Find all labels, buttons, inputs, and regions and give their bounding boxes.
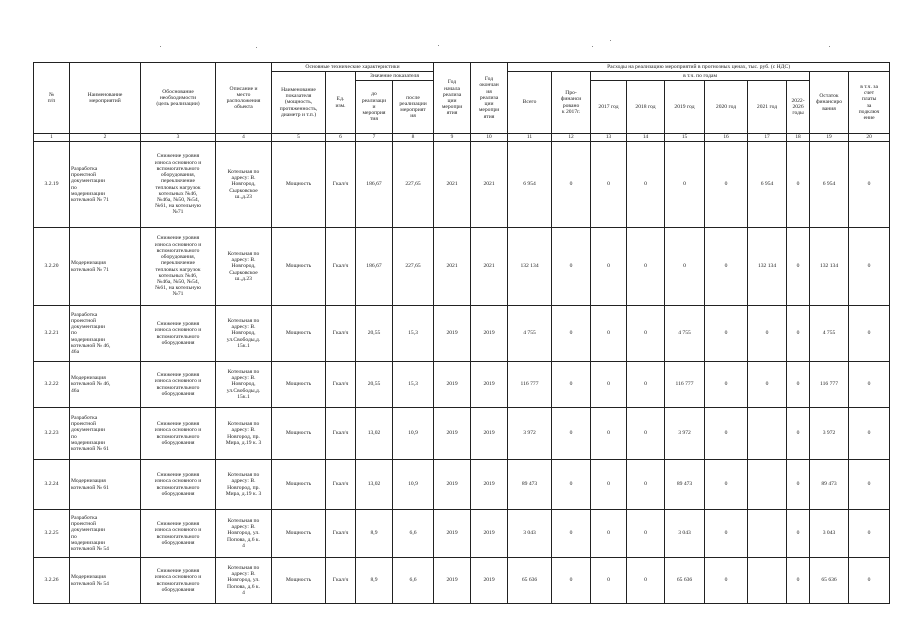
cost-2017: 0 — [591, 558, 627, 604]
start-year: 2019 — [434, 460, 471, 510]
header-main-tech: Основные технические характеристики — [272, 63, 434, 72]
column-number: 19 — [810, 134, 849, 142]
cost-2019: 3 972 — [665, 408, 705, 460]
cost-2020: 0 — [705, 142, 748, 228]
row-number: 3.2.25 — [34, 510, 70, 558]
connection-fee: 0 — [849, 228, 890, 306]
cost-2019: 3 043 — [665, 510, 705, 558]
cost-2019: 0 — [665, 228, 705, 306]
unit: Гкал/ч — [326, 142, 356, 228]
header-before: до реализаци и мероприя тия — [356, 81, 393, 134]
measure-name: Разработка проектной документации по модернизации котельной № 54 — [70, 510, 141, 558]
table-header — [34, 63, 890, 142]
cost-2018: 0 — [627, 558, 665, 604]
cost-2021: 132 134 — [748, 228, 787, 306]
header-unit: Ед. изм. — [326, 72, 356, 134]
cost-2019: 0 — [665, 142, 705, 228]
remaining-financing: 132 134 — [810, 228, 849, 306]
cost-2022-2026: 0 — [787, 460, 810, 510]
cost-2017: 0 — [591, 510, 627, 558]
end-year: 2019 — [471, 362, 508, 408]
start-year: 2021 — [434, 228, 471, 306]
value-before: 20,55 — [356, 306, 393, 362]
value-after: 15,3 — [393, 306, 434, 362]
cost-2022-2026: 0 — [787, 362, 810, 408]
end-year: 2021 — [471, 228, 508, 306]
total-cost: 89 473 — [508, 460, 552, 510]
end-year: 2019 — [471, 510, 508, 558]
column-number: 5 — [272, 134, 326, 142]
remaining-financing: 3 043 — [810, 510, 849, 558]
connection-fee: 0 — [849, 142, 890, 228]
value-before: 186,67 — [356, 228, 393, 306]
cost-2022-2026: 0 — [787, 408, 810, 460]
column-numbers-row — [34, 134, 890, 142]
value-before: 20,55 — [356, 362, 393, 408]
financed-2017: 0 — [552, 408, 591, 460]
justification: Снижение уровня износа основного и вспомогательного оборудования, переключение тепловых нагрузок котельных №46, №46а, №50, №54, №61, на котельную №71 — [141, 228, 216, 306]
start-year: 2021 — [434, 142, 471, 228]
cost-2018: 0 — [627, 362, 665, 408]
header-name: Наименование мероприятий — [70, 63, 141, 134]
cost-2017: 0 — [591, 228, 627, 306]
cost-2022-2026: 0 — [787, 306, 810, 362]
value-before: 13,02 — [356, 460, 393, 510]
connection-fee: 0 — [849, 408, 890, 460]
cost-2018: 0 — [627, 510, 665, 558]
document-sheet — [33, 62, 889, 604]
header-expenses: Расходы на реализацию мероприятий в прогнозных ценах, тыс. руб. (с НДС) — [508, 63, 890, 72]
measure-name: Модернизация котельной № 46, 46а — [70, 362, 141, 408]
column-number: 10 — [471, 134, 508, 142]
total-cost: 6 954 — [508, 142, 552, 228]
column-number: 1 — [34, 134, 70, 142]
table-row — [34, 460, 890, 510]
value-before: 13,02 — [356, 408, 393, 460]
table-row — [34, 408, 890, 460]
connection-fee: 0 — [849, 510, 890, 558]
indicator-name: Мощность — [272, 306, 326, 362]
table-row — [34, 228, 890, 306]
connection-fee: 0 — [849, 362, 890, 408]
value-before: 8,9 — [356, 510, 393, 558]
object-location: Котельная по адресу: В. Новгород, пр. Мира, д.19 к. 3 — [216, 408, 272, 460]
column-number: 13 — [591, 134, 627, 142]
cost-2018: 0 — [627, 460, 665, 510]
connection-fee: 0 — [849, 558, 890, 604]
header-indicator-name: Наименование показателя (мощность, протяженность, диаметр и т.п.) — [272, 72, 326, 134]
cost-2022-2026: 0 — [787, 228, 810, 306]
table-row — [34, 306, 890, 362]
justification: Снижение уровня износа основного и вспомогательного оборудования — [141, 306, 216, 362]
financed-2017: 0 — [552, 558, 591, 604]
end-year: 2019 — [471, 408, 508, 460]
value-after: 6,6 — [393, 558, 434, 604]
column-number: 12 — [552, 134, 591, 142]
header-num: № п/п — [34, 63, 70, 134]
measure-name: Модернизация котельной № 71 — [70, 228, 141, 306]
header-after: после реализации мероприят ия — [393, 81, 434, 134]
cost-2021: 0 — [748, 362, 787, 408]
cost-2020: 0 — [705, 362, 748, 408]
start-year: 2019 — [434, 306, 471, 362]
total-cost: 65 636 — [508, 558, 552, 604]
remaining-financing: 116 777 — [810, 362, 849, 408]
cost-2021 — [748, 558, 787, 604]
remaining-financing: 65 636 — [810, 558, 849, 604]
header-2021: 2021 год — [748, 81, 787, 134]
header-start-year: Год начала реализа ции меропри ятия — [434, 63, 471, 134]
value-after: 6,6 — [393, 510, 434, 558]
measure-name: Разработка проектной документации по модернизации котельной № 61 — [70, 408, 141, 460]
object-location: Котельная по адресу: В. Новгород, Сырковское ш.,д.23 — [216, 228, 272, 306]
unit: Гкал/ч — [326, 460, 356, 510]
indicator-name: Мощность — [272, 362, 326, 408]
end-year: 2019 — [471, 460, 508, 510]
cost-2022-2026: 0 — [787, 510, 810, 558]
row-number: 3.2.26 — [34, 558, 70, 604]
indicator-name: Мощность — [272, 460, 326, 510]
object-location: Котельная по адресу: В. Новгород, ул.Свободы,д. 15к.1 — [216, 306, 272, 362]
cost-2021 — [748, 460, 787, 510]
indicator-name: Мощность — [272, 510, 326, 558]
column-number: 11 — [508, 134, 552, 142]
column-number: 3 — [141, 134, 216, 142]
total-cost: 132 134 — [508, 228, 552, 306]
unit: Гкал/ч — [326, 408, 356, 460]
start-year: 2019 — [434, 510, 471, 558]
unit: Гкал/ч — [326, 510, 356, 558]
object-location: Котельная по адресу: В. Новгород, пр. Мира, д.19 к. 3 — [216, 460, 272, 510]
cost-2018: 0 — [627, 228, 665, 306]
header-total: Всего — [508, 72, 552, 134]
connection-fee: 0 — [849, 306, 890, 362]
end-year: 2021 — [471, 142, 508, 228]
financed-2017: 0 — [552, 306, 591, 362]
cost-2017: 0 — [591, 460, 627, 510]
value-after: 227,65 — [393, 142, 434, 228]
column-number: 4 — [216, 134, 272, 142]
justification: Снижение уровня износа основного и вспомогательного оборудования — [141, 460, 216, 510]
cost-2020: 0 — [705, 408, 748, 460]
cost-2020: 0 — [705, 306, 748, 362]
cost-2022-2026: 0 — [787, 142, 810, 228]
column-number: 8 — [393, 134, 434, 142]
cost-2020: 0 — [705, 228, 748, 306]
table-row — [34, 142, 890, 228]
value-after: 227,65 — [393, 228, 434, 306]
object-location: Котельная по адресу: В. Новгород, ул. Попова, д.6 к. 4 — [216, 510, 272, 558]
table-row — [34, 362, 890, 408]
cost-2020: 0 — [705, 460, 748, 510]
total-cost: 116 777 — [508, 362, 552, 408]
table-row — [34, 558, 890, 604]
cost-2019: 4 755 — [665, 306, 705, 362]
indicator-name: Мощность — [272, 142, 326, 228]
financed-2017: 0 — [552, 228, 591, 306]
remaining-financing: 3 972 — [810, 408, 849, 460]
end-year: 2019 — [471, 306, 508, 362]
column-number: 18 — [787, 134, 810, 142]
header-description: Описание и место расположения объекта — [216, 63, 272, 134]
unit: Гкал/ч — [326, 306, 356, 362]
cost-2020: 0 — [705, 510, 748, 558]
cost-2020: 0 — [705, 558, 748, 604]
column-number: 17 — [748, 134, 787, 142]
justification: Снижение уровня износа основного и вспомогательного оборудования, переключение тепловых нагрузок котельных №46, №46а, №50, №54, №61, на котельную №71 — [141, 142, 216, 228]
unit: Гкал/ч — [326, 362, 356, 408]
cost-2017: 0 — [591, 362, 627, 408]
measure-name: Разработка проектной документации по модернизации котельной № 46, 46а — [70, 306, 141, 362]
cost-2019: 116 777 — [665, 362, 705, 408]
total-cost: 3 972 — [508, 408, 552, 460]
table-body — [34, 142, 890, 604]
start-year: 2019 — [434, 558, 471, 604]
header-remaining: Остаток финансиро вания — [810, 72, 849, 134]
remaining-financing: 89 473 — [810, 460, 849, 510]
header-2022-2026: 2022- 2026 годы — [787, 81, 810, 134]
value-after: 10,9 — [393, 408, 434, 460]
row-number: 3.2.23 — [34, 408, 70, 460]
measure-name: Модернизация котельной № 54 — [70, 558, 141, 604]
justification: Снижение уровня износа основного и вспомогательного оборудования — [141, 558, 216, 604]
start-year: 2019 — [434, 362, 471, 408]
header-fee: в т.ч. за счет платы за подключ ение — [849, 72, 890, 134]
value-after: 15,3 — [393, 362, 434, 408]
financed-2017: 0 — [552, 362, 591, 408]
financed-2017: 0 — [552, 510, 591, 558]
row-number: 3.2.21 — [34, 306, 70, 362]
header-2017: 2017 год — [591, 81, 627, 134]
indicator-name: Мощность — [272, 558, 326, 604]
total-cost: 3 043 — [508, 510, 552, 558]
column-number: 14 — [627, 134, 665, 142]
measure-name: Модернизация котельной № 61 — [70, 460, 141, 510]
total-cost: 4 755 — [508, 306, 552, 362]
header-2018: 2018 год — [627, 81, 665, 134]
header-financed: Про- финанси ровано к 2017г. — [552, 72, 591, 134]
remaining-financing: 4 755 — [810, 306, 849, 362]
cost-2019: 65 636 — [665, 558, 705, 604]
object-location: Котельная по адресу: В. Новгород, ул.Свободы,д. 15к.1 — [216, 362, 272, 408]
justification: Снижение уровня износа основного и вспомогательного оборудования — [141, 362, 216, 408]
cost-2021 — [748, 510, 787, 558]
remaining-financing: 6 954 — [810, 142, 849, 228]
header-end-year: Год окончан ия реализа ции меропри ятия — [471, 63, 508, 134]
header-by-years: в т.ч. по годам — [591, 72, 810, 81]
header-2020: 2020 год — [705, 81, 748, 134]
value-before: 8,9 — [356, 558, 393, 604]
cost-2017: 0 — [591, 306, 627, 362]
cost-2017: 0 — [591, 142, 627, 228]
column-number: 7 — [356, 134, 393, 142]
row-number: 3.2.19 — [34, 142, 70, 228]
cost-2018: 0 — [627, 408, 665, 460]
cost-2018: 0 — [627, 142, 665, 228]
cost-2021 — [748, 408, 787, 460]
measures-table — [33, 62, 890, 604]
cost-2018: 0 — [627, 306, 665, 362]
unit: Гкал/ч — [326, 228, 356, 306]
cost-2017: 0 — [591, 408, 627, 460]
value-before: 186,67 — [356, 142, 393, 228]
cost-2022-2026: 0 — [787, 558, 810, 604]
row-number: 3.2.20 — [34, 228, 70, 306]
cost-2021: 0 — [748, 306, 787, 362]
financed-2017: 0 — [552, 142, 591, 228]
financed-2017: 0 — [552, 460, 591, 510]
column-number: 9 — [434, 134, 471, 142]
measure-name: Разработка проектной документации по модернизации котельной № 71 — [70, 142, 141, 228]
value-after: 10,9 — [393, 460, 434, 510]
table-row — [34, 510, 890, 558]
cost-2021: 6 954 — [748, 142, 787, 228]
object-location: Котельная по адресу: В. Новгород, ул. Попова, д.6 к. 4 — [216, 558, 272, 604]
indicator-name: Мощность — [272, 408, 326, 460]
header-2019: 2019 год — [665, 81, 705, 134]
column-number: 16 — [705, 134, 748, 142]
header-justification: Обоснование необходимости (цель реализации) — [141, 63, 216, 134]
row-number: 3.2.24 — [34, 460, 70, 510]
column-number: 15 — [665, 134, 705, 142]
unit: Гкал/ч — [326, 558, 356, 604]
column-number: 6 — [326, 134, 356, 142]
column-number: 20 — [849, 134, 890, 142]
justification: Снижение уровня износа основного и вспомогательного оборудования — [141, 408, 216, 460]
end-year: 2019 — [471, 558, 508, 604]
object-location: Котельная по адресу: В. Новгород, Сырковское ш.,д.23 — [216, 142, 272, 228]
cost-2019: 89 473 — [665, 460, 705, 510]
header-indicator-value: Значение показателя — [356, 72, 434, 81]
connection-fee: 0 — [849, 460, 890, 510]
row-number: 3.2.22 — [34, 362, 70, 408]
justification: Снижение уровня износа основного и вспомогательного оборудования — [141, 510, 216, 558]
start-year: 2019 — [434, 408, 471, 460]
indicator-name: Мощность — [272, 228, 326, 306]
column-number: 2 — [70, 134, 141, 142]
